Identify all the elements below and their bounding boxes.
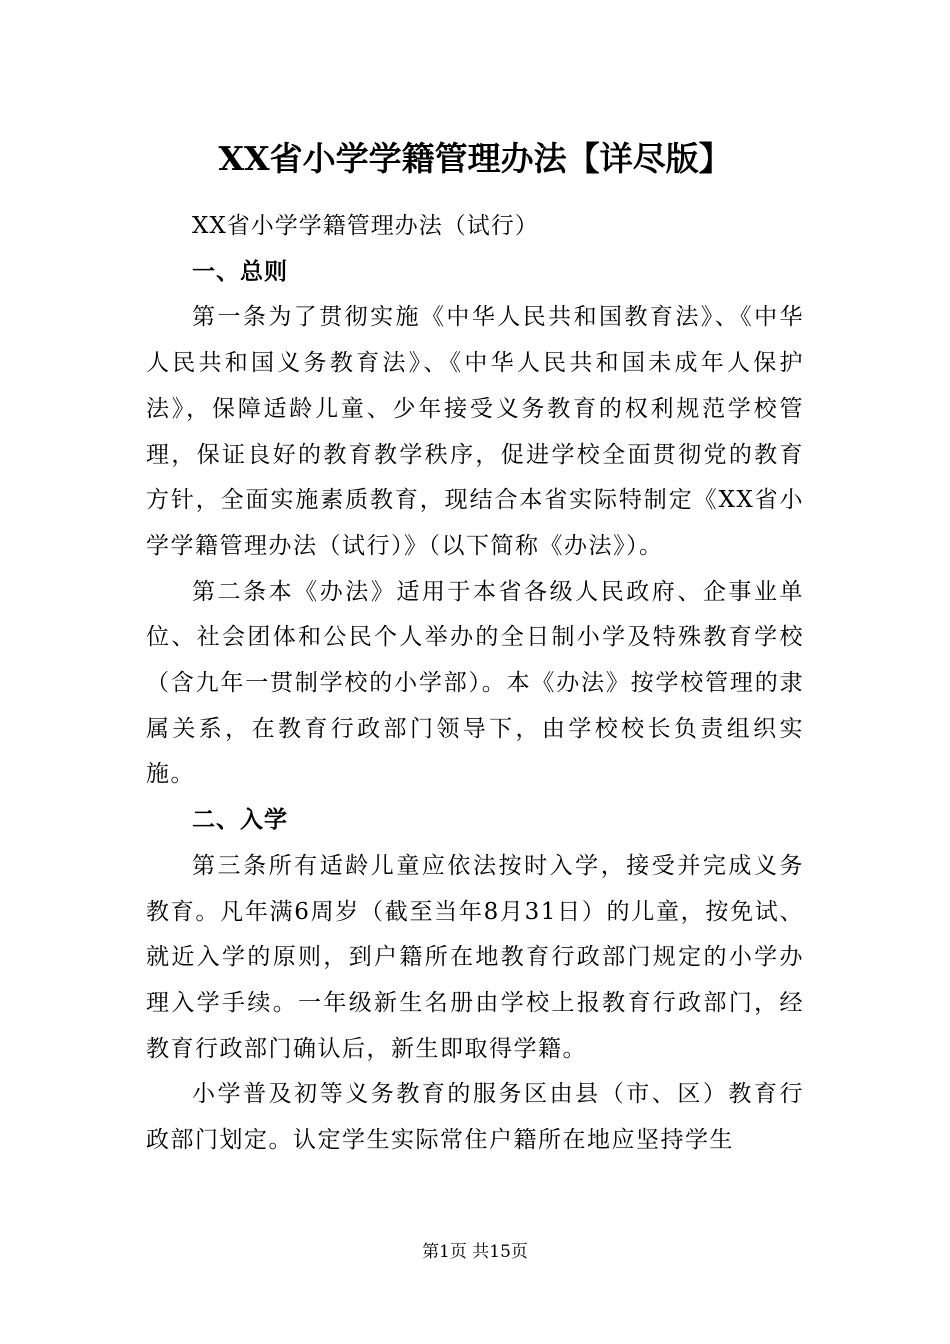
document-subtitle: XX省小学学籍管理办法（试行）	[192, 213, 539, 239]
article-1-paragraph: 第一条为了贯彻实施《中华人民共和国教育法》、《中华人民共和国义务教育法》、《中华人民共和国未成年人保护法》，保障适龄儿童、少年接受义务教育的权利规范学校管理，保证良好的教育教学秩序，促进学校全面贯彻党的教育方针，全面实施素质教育，现结合本省实际特制定《XX省小学学籍管理办法（试行）》（以下简称《办法》）。	[146, 304, 804, 559]
section-heading-general: 一、总则	[192, 258, 288, 285]
document-body	[146, 204, 804, 1164]
section-heading-enrollment: 二、入学	[192, 807, 288, 834]
article-2-paragraph: 第二条本《办法》适用于本省各级人民政府、企事业单位、社会团体和公民个人举办的全日制小学及特殊教育学校（含九年一贯制学校的小学部）。本《办法》按学校管理的隶属关系，在教育行政部门领导下，由学校校长负责组织实施。	[146, 578, 804, 788]
article-3-continuation-paragraph: 小学普及初等义务教育的服务区由县（市、区）教育行政部门划定。认定学生实际常住户籍所在地应坚持学生	[146, 1081, 804, 1154]
page-number-footer: 第1页 共15页	[422, 1242, 528, 1262]
document-title: XX省小学学籍管理办法【详尽版】	[218, 139, 732, 178]
article-3-paragraph: 第三条所有适龄儿童应依法按时入学，接受并完成义务教育。凡年满6周岁（截至当年8月31日）的儿童，按免试、就近入学的原则，到户籍所在地教育行政部门规定的小学办理入学手续。一年级新生名册由学校上报教育行政部门，经教育行政部门确认后，新生即取得学籍。	[146, 852, 804, 1062]
